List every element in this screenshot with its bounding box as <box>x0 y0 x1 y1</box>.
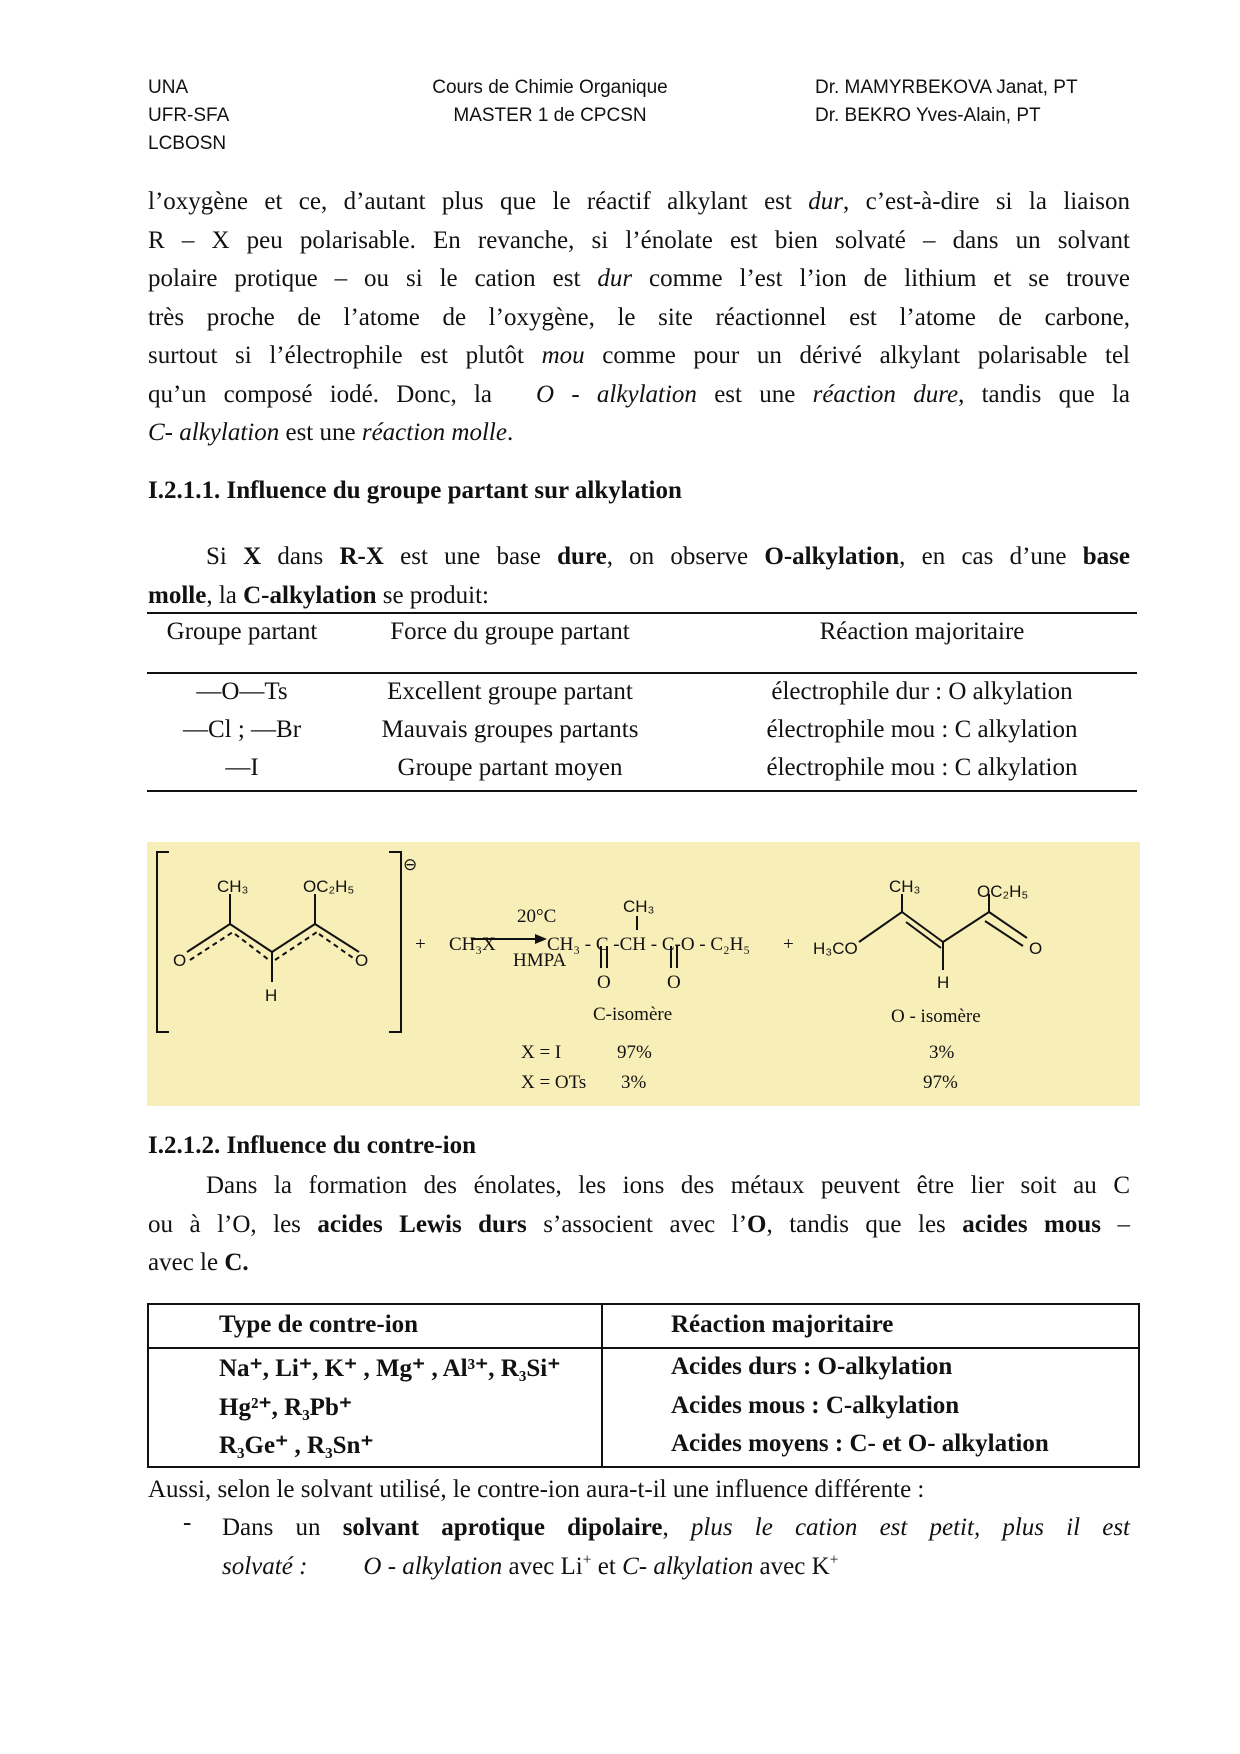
right-bracket <box>389 852 401 1032</box>
reagent-label: CH₃X <box>449 934 496 955</box>
text: dans <box>261 543 340 570</box>
text-italic: dur <box>597 265 633 292</box>
closing-paragraph <box>148 1471 1130 1510</box>
intro-line <box>148 222 1130 261</box>
table-cell: Acides moyens : C- et O- alkylation <box>671 1430 1049 1457</box>
text-italic: mou <box>541 342 585 369</box>
header-right <box>815 74 1078 130</box>
oxygen-label: O <box>597 972 611 993</box>
text: , la <box>206 581 244 609</box>
superscript: + <box>582 1551 592 1569</box>
text-bold: solvant aprotique dipolaire <box>342 1514 663 1541</box>
section-heading-1: I.2.1.1. Influence du groupe partant sur alkylation <box>148 477 682 504</box>
text: avec le <box>148 1249 225 1276</box>
yield-row-x: X = I <box>521 1042 562 1063</box>
text-bold: O-alkylation <box>764 543 900 570</box>
table-divider <box>149 1347 1138 1349</box>
arrow-head <box>535 934 547 944</box>
table-cell: Acides durs : O-alkylation <box>671 1353 953 1380</box>
table-cell: électrophile mou : C alkylation <box>766 754 1078 781</box>
section1-line <box>148 577 1130 616</box>
bullet-line <box>222 1509 1130 1548</box>
text-italic: solvaté : <box>222 1552 308 1580</box>
text: , en cas d’une <box>899 543 1083 570</box>
text-italic: C- alkylation <box>622 1552 754 1580</box>
reaction-text <box>415 906 981 1093</box>
intro-line <box>148 337 1130 376</box>
table-cell: R₃Ge⁺ , R₃Sn⁺ <box>219 1432 374 1459</box>
methyl-label: CH₃ <box>623 897 655 916</box>
text: . <box>506 419 514 446</box>
table-cell: —I <box>225 754 259 781</box>
text-bold: molle <box>148 581 207 609</box>
text: avec Li <box>502 1552 583 1580</box>
table-rule-bottom <box>147 790 1137 792</box>
table-rule-top <box>147 612 1137 614</box>
plus-sign: + <box>783 934 794 955</box>
bond-double <box>906 922 941 948</box>
intro-line <box>148 299 1130 338</box>
left-bracket <box>157 852 169 1032</box>
text: avec K <box>753 1552 830 1580</box>
superscript: + <box>829 1551 839 1569</box>
section-heading-2: I.2.1.2. Influence du contre-ion <box>148 1132 477 1159</box>
text: ou à l’O, les <box>148 1210 318 1238</box>
text-bold: C. <box>224 1249 249 1276</box>
text-bold: C-alkylation <box>243 581 377 609</box>
text: et <box>591 1552 623 1580</box>
reaction-svg <box>147 842 1140 1106</box>
text: très proche de l’atome de l’oxygène, le site réactionnel est l’atome de carbone, <box>148 303 1130 331</box>
section2-paragraph <box>148 1167 1130 1283</box>
methyl-label: CH₃ <box>217 877 249 896</box>
section2-line <box>148 1167 1130 1206</box>
text: s’associent avec l’ <box>526 1210 748 1238</box>
bond <box>943 912 989 942</box>
table-cell: électrophile dur : O alkylation <box>771 678 1073 705</box>
table-rule-mid <box>147 672 1137 674</box>
text: – <box>1101 1210 1130 1238</box>
text: est une <box>696 380 813 408</box>
section1-paragraph <box>148 538 1130 615</box>
table-cell: électrophile mou : C alkylation <box>766 716 1078 743</box>
section2-line <box>148 1244 1130 1283</box>
table-cell: Mauvais groupes partants <box>381 716 639 743</box>
text: R – X peu polarisable. En revanche, si l’énolate est bien solvaté – dans un solvant <box>148 226 1130 254</box>
header-course: Cours de Chimie Organique <box>432 77 668 98</box>
header-center <box>400 74 700 130</box>
counter-ion-table <box>147 1303 1140 1468</box>
table-cell: —O—Ts <box>196 678 288 705</box>
text: comme pour un dérivé alkylant polarisable tel <box>584 342 1130 369</box>
yield-o-isomer: 97% <box>923 1072 958 1093</box>
text: Si <box>206 543 244 570</box>
text-italic: réaction molle <box>361 419 507 446</box>
ethoxy-label: OC₂H₅ <box>977 882 1029 901</box>
temperature-label: 20°C <box>517 906 557 927</box>
table-cell: Groupe partant moyen <box>397 754 623 781</box>
text: se produit: <box>376 581 489 609</box>
text: Aussi, selon le solvant utilisé, le contre-ion aura-t-il une influence différente : <box>148 1476 925 1503</box>
table-header-cell: Réaction majoritaire <box>819 618 1025 645</box>
hydrogen-label: H <box>265 986 278 1005</box>
ethoxy-label: OC₂H₅ <box>303 877 355 896</box>
intro-paragraph <box>148 183 1130 453</box>
text-bold: acides Lewis durs <box>317 1210 527 1238</box>
plus-sign: + <box>415 934 426 955</box>
yield-o-isomer: 3% <box>929 1042 955 1063</box>
text: , <box>662 1514 691 1541</box>
bond <box>230 924 272 952</box>
text: , c’est-à-dire si la liaison <box>842 188 1130 215</box>
solvent-label: HMPA <box>513 950 567 971</box>
text-bold: O <box>747 1210 767 1238</box>
header-faculty: UFR-SFA <box>148 105 230 126</box>
yield-c-isomer: 97% <box>617 1042 652 1063</box>
intro-line <box>148 376 1130 415</box>
section2-line <box>148 1206 1130 1245</box>
text: Dans la formation des énolates, les ions des métaux peuvent être lier soit au C <box>206 1172 1130 1199</box>
text: l’oxygène et ce, d’autant plus que le réactif alkylant est <box>148 188 809 215</box>
intro-line <box>148 260 1130 299</box>
negative-charge: ⊖ <box>403 855 418 874</box>
text-italic: C- alkylation <box>148 419 280 446</box>
text: surtout si l’électrophile est plutôt <box>148 342 542 369</box>
header-author-1: Dr. MAMYRBEKOVA Janat, PT <box>815 77 1078 98</box>
text-bold: acides mous <box>962 1210 1101 1238</box>
table-cell: Excellent groupe partant <box>387 678 633 705</box>
header-author-2: Dr. BEKRO Yves-Alain, PT <box>815 105 1041 126</box>
table-cell: —Cl ; —Br <box>182 716 302 743</box>
header-level: MASTER 1 de CPCSN <box>453 105 647 126</box>
text-italic: plus le cation est petit, plus il est <box>690 1514 1130 1541</box>
text: , tandis que les <box>766 1210 963 1238</box>
header-university: UNA <box>148 77 189 98</box>
bond <box>989 912 1027 938</box>
text: qu’un composé iodé. Donc, la <box>148 380 493 408</box>
text: est une base <box>383 543 558 570</box>
c-isomer-label: C-isomère <box>593 1004 673 1025</box>
table-header-cell: Réaction majoritaire <box>671 1311 894 1338</box>
oxygen-label: O <box>667 972 681 993</box>
oxygen-label: O <box>1029 939 1043 958</box>
methyl-label: CH₃ <box>889 877 921 896</box>
text-italic: réaction dure <box>812 380 959 408</box>
table-header-cell: Groupe partant <box>166 618 318 645</box>
methoxy-label: H₃CO <box>813 939 858 958</box>
bullet-dash: - <box>183 1509 192 1536</box>
header-lab: LCBOSN <box>148 133 227 154</box>
intro-line <box>148 414 1130 453</box>
table-cell: Acides mous : C-alkylation <box>671 1392 960 1419</box>
oxygen-label: O <box>355 951 369 970</box>
text: , on observe <box>606 543 765 570</box>
section1-line <box>148 538 1130 577</box>
text: , tandis que la <box>958 380 1131 408</box>
text: Dans un <box>222 1514 343 1541</box>
text-bold: X <box>243 543 262 570</box>
text: est une <box>279 419 362 446</box>
header-left <box>148 74 229 158</box>
bullet-line <box>222 1548 1130 1587</box>
table-header-cell: Force du groupe partant <box>390 618 630 645</box>
c-product-formula: CH₃ - C -CH - C-O - C₂H₅ <box>547 934 751 955</box>
text: polaire protique – ou si le cation est <box>148 265 598 292</box>
text-italic: O - alkylation <box>536 380 697 408</box>
leaving-group-table <box>147 612 1137 792</box>
hydrogen-label: H <box>937 973 950 992</box>
intro-line <box>148 183 1130 222</box>
bullet-paragraph <box>222 1509 1130 1586</box>
bond <box>902 912 943 942</box>
reaction-scheme <box>147 842 1140 1106</box>
text-bold: dure <box>557 543 607 570</box>
bond <box>859 912 902 942</box>
yield-c-isomer: 3% <box>621 1072 647 1093</box>
text-bold: R-X <box>339 543 384 570</box>
text: comme l’est l’ion de lithium et se trouve <box>632 265 1130 292</box>
table-cell: Na⁺, Li⁺, K⁺ , Mg⁺ , Al³⁺, R₃Si⁺ <box>219 1355 561 1382</box>
table-cell: Hg²⁺, R₃Pb⁺ <box>219 1394 353 1421</box>
text-italic: O - alkylation <box>363 1552 503 1580</box>
oxygen-label: O <box>173 951 187 970</box>
o-isomer-label: O - isomère <box>891 1006 981 1027</box>
text-italic: dur <box>808 188 843 215</box>
text-bold: base <box>1082 543 1130 570</box>
table-divider <box>601 1305 603 1466</box>
table-header-cell: Type de contre-ion <box>219 1311 419 1338</box>
yield-row-x: X = OTs <box>521 1072 587 1093</box>
bond-double <box>985 921 1023 946</box>
